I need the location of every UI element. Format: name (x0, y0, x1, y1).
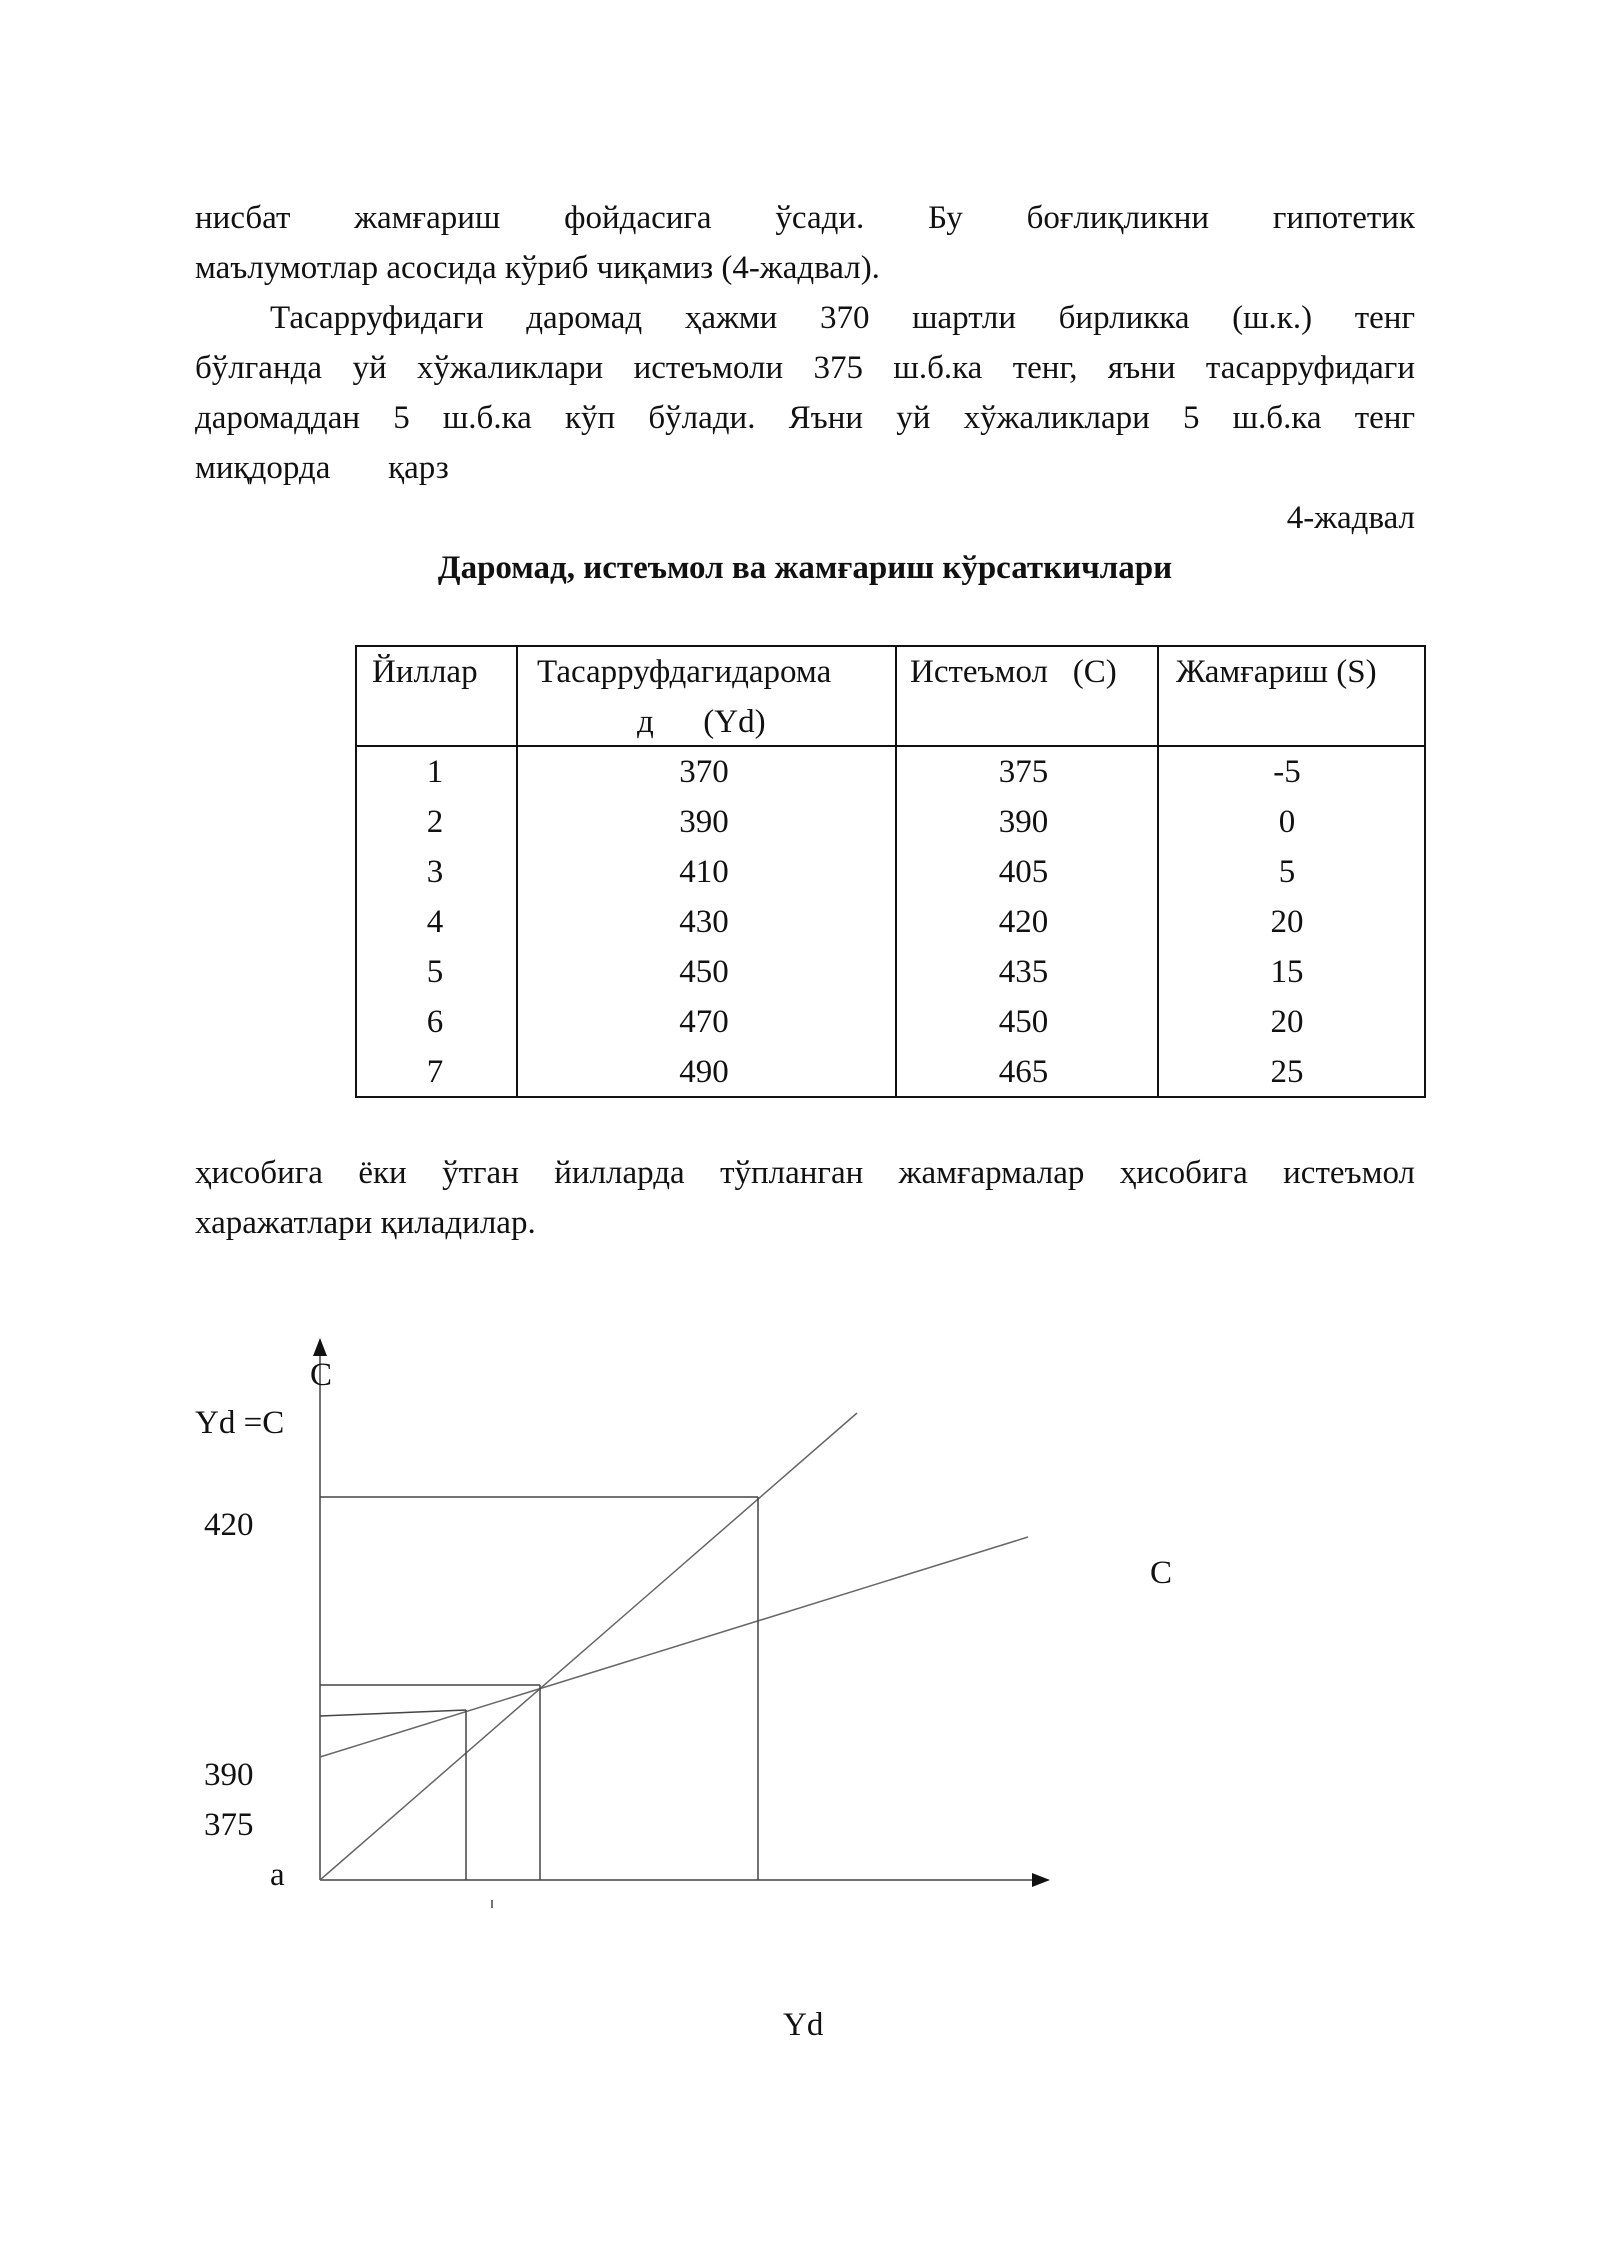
header-years: Йиллар (372, 654, 478, 690)
cell-income: 430 (679, 904, 729, 940)
paragraph-1-line-1: нисбат жамғариш фойдасига ўсади. Бу боғлиқликни гипотетик (195, 200, 1415, 236)
cell-saving: 5 (1278, 854, 1296, 890)
cell-saving: 0 (1278, 804, 1296, 840)
paragraph-2-line-4: миқдорда қарз (195, 450, 449, 486)
cell-saving: 15 (1270, 954, 1304, 990)
cell-consumption: 390 (998, 804, 1049, 840)
cell-consumption: 465 (998, 1054, 1049, 1090)
table-title: Даромад, истеъмол ва жамғариш кўрсаткичлари (437, 550, 1173, 586)
consumption-line (320, 1537, 1028, 1757)
cell-income: 410 (679, 854, 729, 890)
cell-income: 470 (679, 1004, 729, 1040)
cell-year: 6 (426, 1004, 444, 1040)
cell-income: 370 (679, 754, 729, 790)
cell-income: 490 (679, 1054, 729, 1090)
table-label: 4-жадвал (1286, 500, 1415, 536)
header-income-line-1: Тасарруфдагидарома (537, 654, 832, 690)
cell-year: 1 (426, 754, 444, 790)
y-tick-420: 420 (204, 1507, 254, 1543)
paragraph-3-line-2: харажатлари қиладилар. (195, 1205, 536, 1241)
cell-income: 390 (679, 804, 729, 840)
header-consumption: Истеъмол (C) (910, 654, 1117, 690)
cell-year: 3 (426, 854, 444, 890)
cell-saving: 20 (1270, 904, 1304, 940)
paragraph-2-line-1: Тасарруфидаги даромад ҳажми 370 шартли бирликка (ш.к.) тенг (270, 300, 1415, 336)
cell-saving: 20 (1270, 1004, 1304, 1040)
consumption-line-label: C (1150, 1555, 1173, 1591)
paragraph-3-line-1: ҳисобига ёки ўтган йилларда тўпланган жамғармалар ҳисобига истеъмол (195, 1155, 1415, 1191)
paragraph-2-line-3: даромаддан 5 ш.б.ка кўп бўлади. Яъни уй хўжаликлари 5 ш.б.ка тенг (195, 400, 1415, 436)
cell-consumption: 435 (998, 954, 1049, 990)
guide-lower-horizontal (320, 1710, 466, 1716)
y-tick-390: 390 (204, 1757, 254, 1793)
x-axis-label: Yd (783, 2007, 824, 2043)
cell-consumption: 450 (998, 1004, 1049, 1040)
origin-label: a (270, 1857, 285, 1893)
paragraph-1-line-2: маълумотлар асосида кўриб чиқамиз (4-жадвал). (195, 250, 880, 286)
header-saving: Жамғариш (S) (1176, 654, 1377, 690)
paragraph-2-line-2: бўлганда уй хўжаликлари истеъмоли 375 ш.б.ка тенг, яъни тасарруфидаги (195, 350, 1415, 386)
cell-consumption: 375 (998, 754, 1049, 790)
cell-year: 2 (426, 804, 444, 840)
cell-year: 5 (426, 954, 444, 990)
line-45-label: Yd =C (195, 1405, 285, 1441)
y-tick-375: 375 (204, 1807, 254, 1843)
x-axis-arrow (1032, 1873, 1050, 1887)
cell-year: 4 (426, 904, 444, 940)
line-45-degree (320, 1413, 857, 1880)
cell-income: 450 (679, 954, 729, 990)
cell-consumption: 420 (998, 904, 1049, 940)
cell-consumption: 405 (998, 854, 1049, 890)
cell-year: 7 (426, 1054, 444, 1090)
cell-saving: 25 (1270, 1054, 1304, 1090)
cell-saving: -5 (1273, 754, 1301, 790)
header-income-line-2: д (Yd) (637, 704, 766, 740)
y-axis-arrow (313, 1338, 327, 1356)
y-axis-label: C (310, 1357, 333, 1393)
